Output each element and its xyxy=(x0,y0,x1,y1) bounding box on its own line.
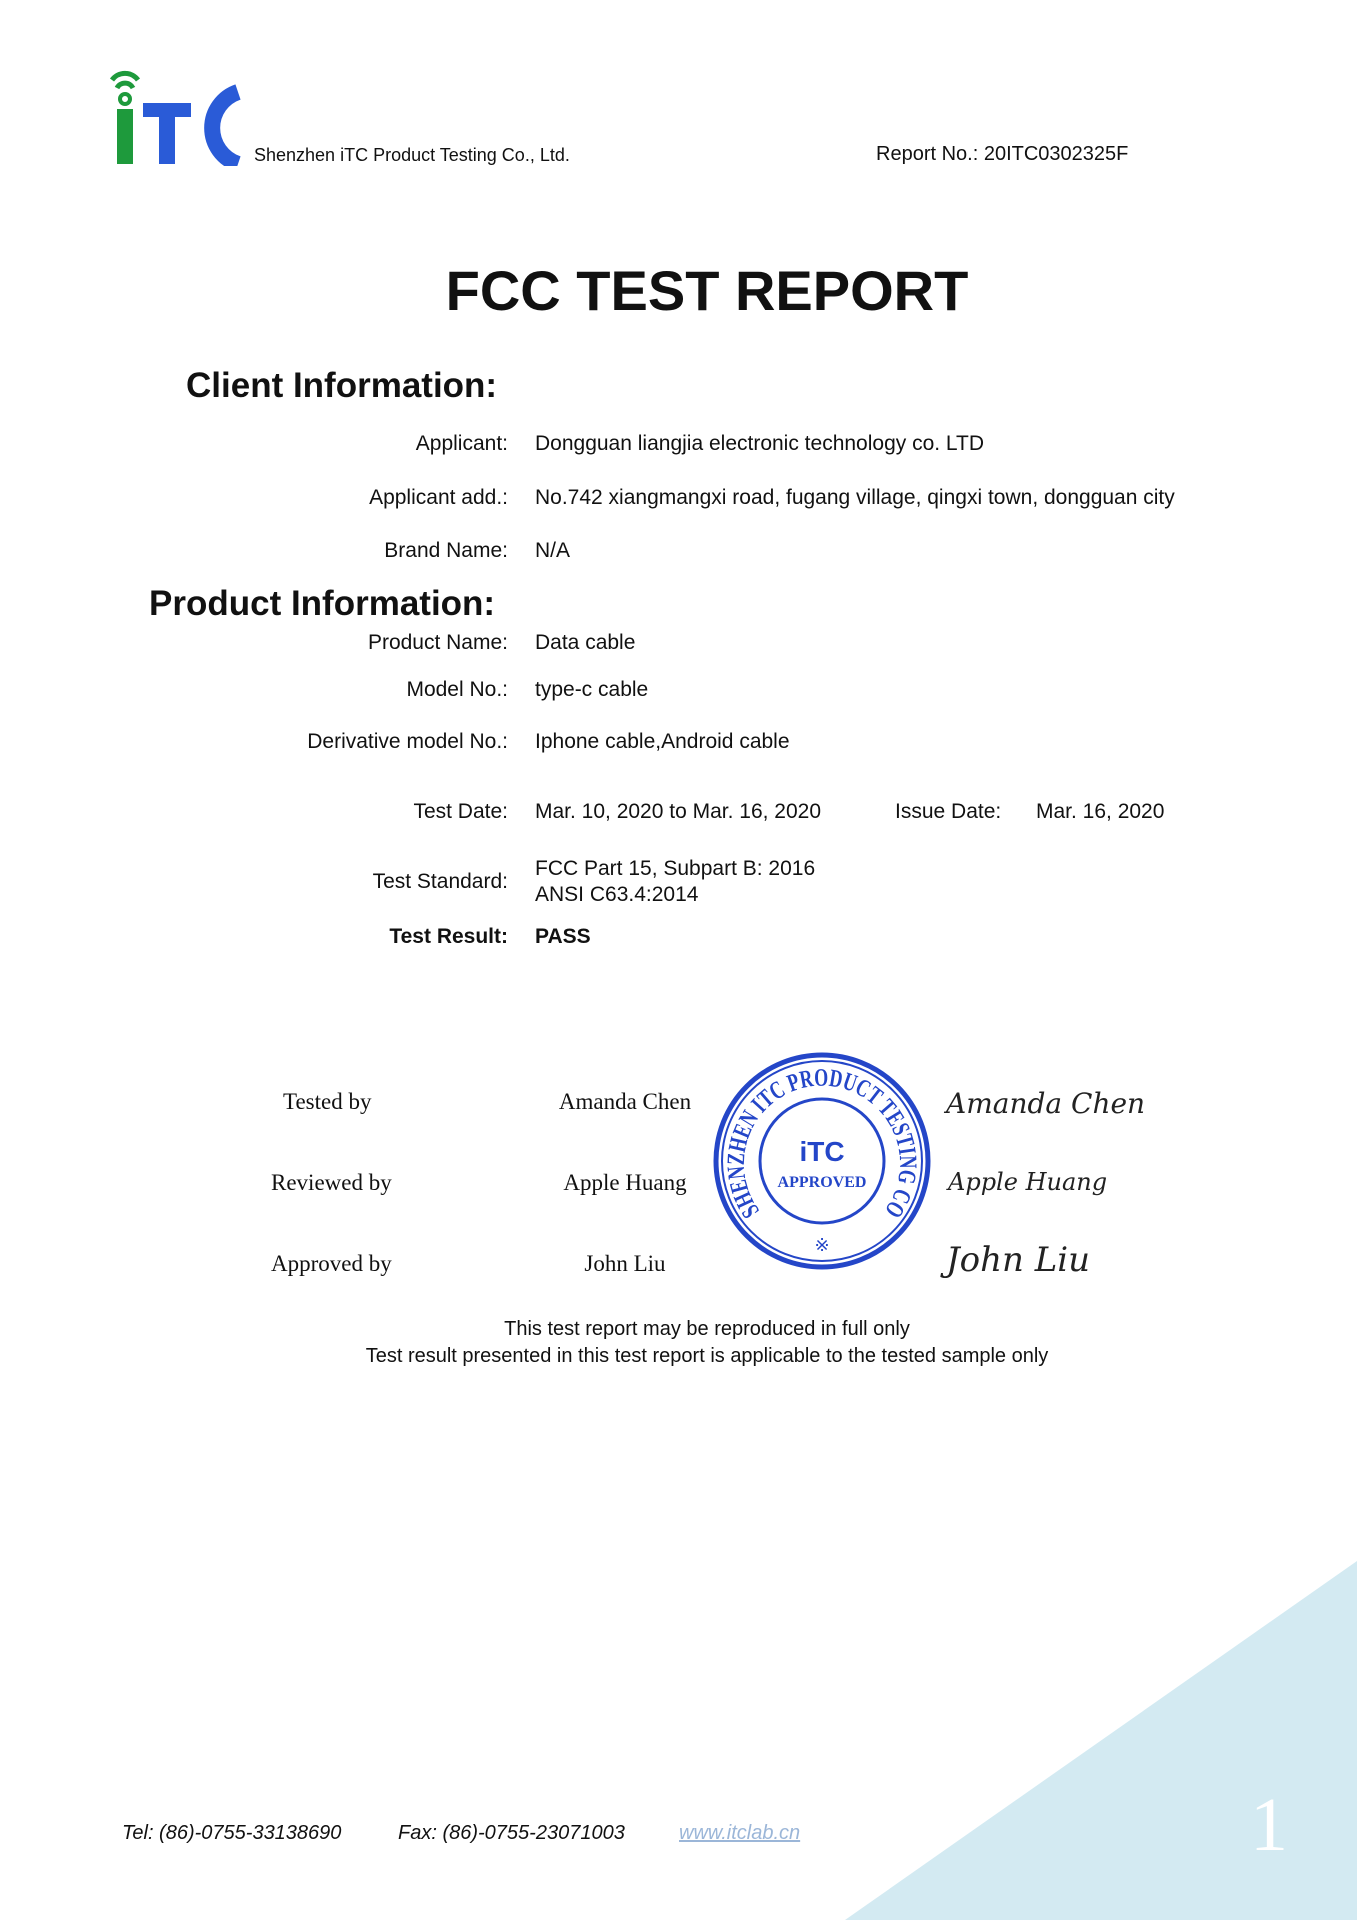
signature-amanda: Amanda Chen xyxy=(946,1087,1146,1120)
page-title: FCC TEST REPORT xyxy=(445,259,969,322)
approval-stamp xyxy=(712,1051,932,1271)
result-label: Test Result: xyxy=(389,925,508,948)
applicant-value: Dongguan liangjia electronic technology co. LTD xyxy=(535,432,985,455)
signature-apple: Apple Huang xyxy=(948,1168,1108,1196)
product-name-value: Data cable xyxy=(535,631,636,654)
address-label: Applicant add.: xyxy=(369,486,508,509)
standard-value-1: FCC Part 15, Subpart B: 2016 xyxy=(535,857,816,880)
product-heading: Product Information: xyxy=(149,584,496,623)
tested-by-label: Tested by xyxy=(283,1089,372,1114)
derivative-label: Derivative model No.: xyxy=(307,730,508,753)
stamp-ring-text: SHENZHEN ITC PRODUCT TESTING CO xyxy=(722,1064,922,1227)
standard-value-2: ANSI C63.4:2014 xyxy=(535,883,699,906)
stamp-approved: APPROVED xyxy=(777,1174,867,1191)
brand-label: Brand Name: xyxy=(384,539,508,562)
applicability-note: Test result presented in this test report is applicable to the tested sample only xyxy=(365,1345,1049,1367)
standard-label: Test Standard: xyxy=(372,870,508,893)
address-value: No.742 xiangmangxi road, fugang village, qingxi town, dongguan city xyxy=(535,486,1175,509)
itc-logo xyxy=(108,66,243,166)
model-value: type-c cable xyxy=(535,678,649,701)
stamp-logo: iTC xyxy=(799,1136,845,1167)
svg-text:※: ※ xyxy=(814,1235,830,1255)
company-name: Shenzhen iTC Product Testing Co., Ltd. xyxy=(254,145,570,165)
issue-date-label: Issue Date: xyxy=(895,800,1002,823)
reviewed-by-label: Reviewed by xyxy=(271,1170,392,1195)
report-number: Report No.: 20ITC0302325F xyxy=(876,143,1129,165)
derivative-value: Iphone cable,Android cable xyxy=(535,730,790,753)
client-heading: Client Information: xyxy=(186,366,498,405)
issue-date-value: Mar. 16, 2020 xyxy=(1036,800,1165,823)
approved-by-name: John Liu xyxy=(584,1251,666,1276)
reviewed-by-name: Apple Huang xyxy=(563,1170,687,1195)
model-label: Model No.: xyxy=(406,678,508,701)
applicant-label: Applicant: xyxy=(415,432,508,455)
reproduction-note: This test report may be reproduced in full only xyxy=(504,1318,910,1340)
result-value: PASS xyxy=(535,925,591,948)
footer-fax: Fax: (86)-0755-23071003 xyxy=(398,1822,625,1844)
test-date-label: Test Date: xyxy=(413,800,508,823)
brand-value: N/A xyxy=(535,539,571,562)
product-name-label: Product Name: xyxy=(367,631,508,654)
tested-by-name: Amanda Chen xyxy=(558,1089,692,1114)
footer-website-link[interactable]: www.itclab.cn xyxy=(679,1822,801,1844)
page-number: 1 xyxy=(1250,1783,1288,1867)
signature-john: John Liu xyxy=(946,1240,1091,1280)
approved-by-label: Approved by xyxy=(271,1251,392,1276)
test-date-value: Mar. 10, 2020 to Mar. 16, 2020 xyxy=(535,800,822,823)
footer-tel: Tel: (86)-0755-33138690 xyxy=(122,1822,342,1844)
